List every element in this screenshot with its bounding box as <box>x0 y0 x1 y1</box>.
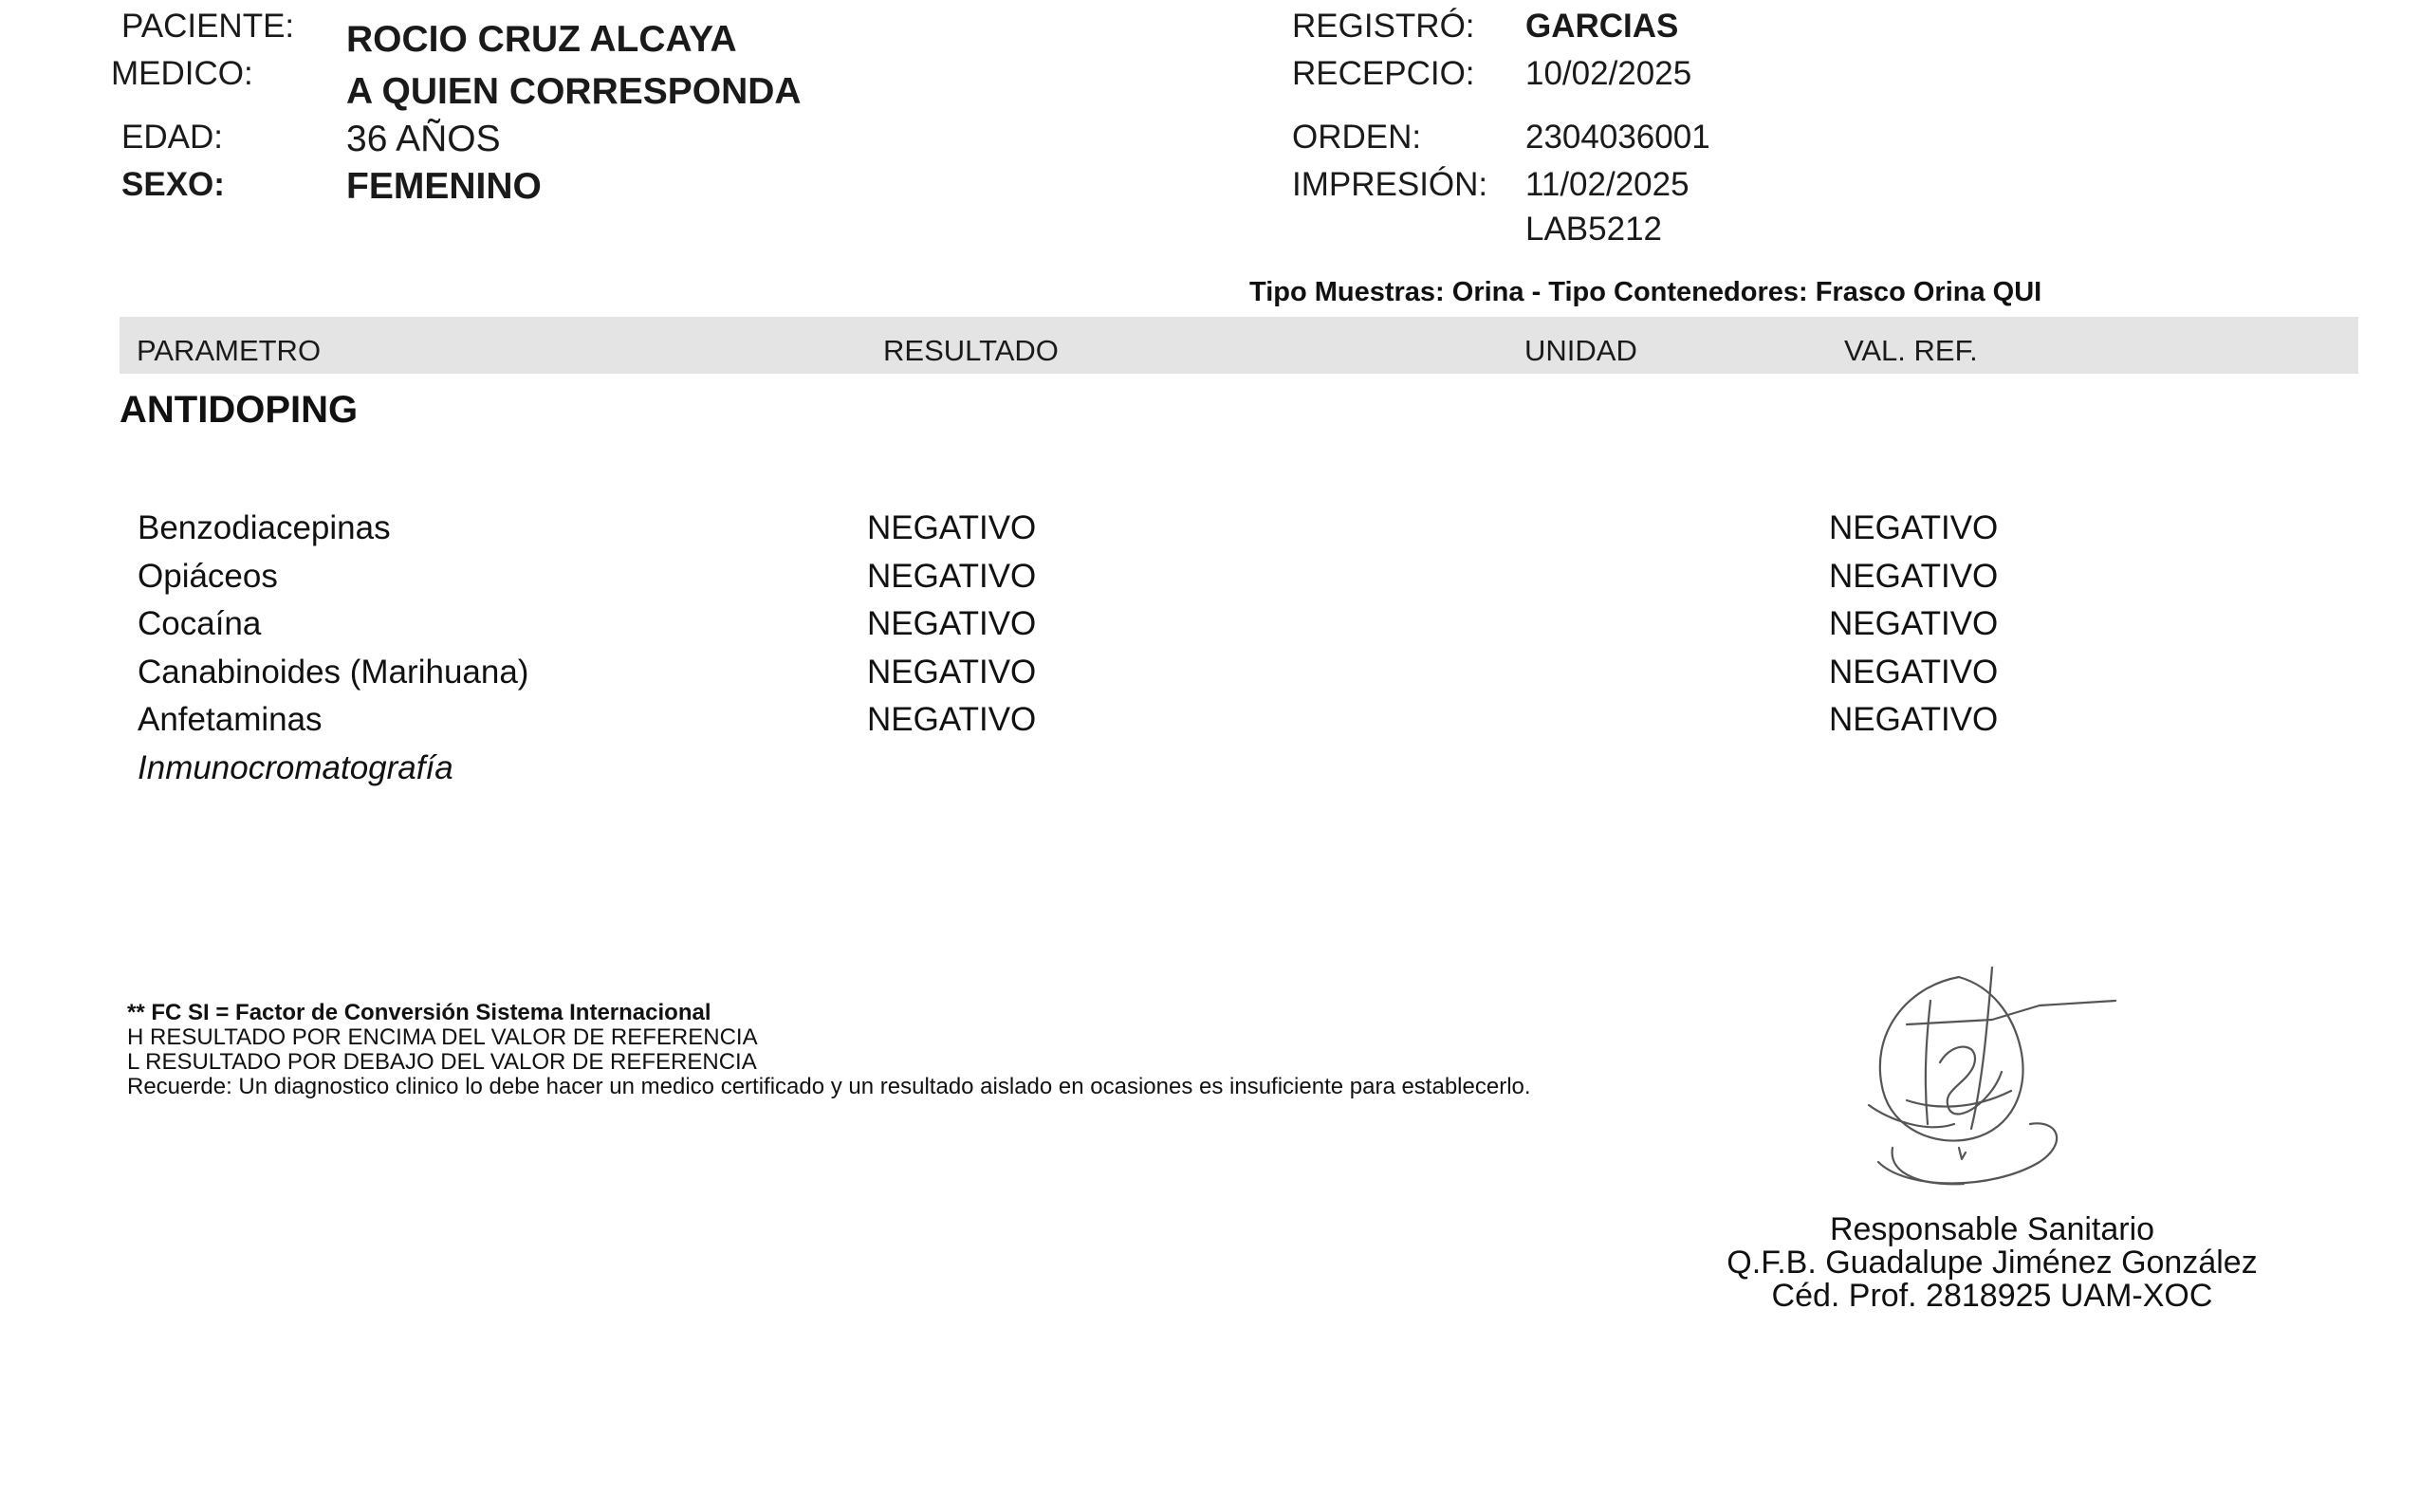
row-result: NEGATIVO <box>867 509 1037 546</box>
row-parameter: Opiáceos <box>138 558 278 595</box>
header-parametro: PARAMETRO <box>137 334 322 367</box>
row-parameter: Canabinoides (Marihuana) <box>138 654 529 691</box>
age-label: EDAD: <box>121 119 223 156</box>
sample-info: Tipo Muestras: Orina - Tipo Contenedores: Frasco Orina QUI <box>1249 277 2042 307</box>
doctor-label: MEDICO: <box>111 55 253 92</box>
sex-label: SEXO: <box>121 166 225 203</box>
section-title: ANTIDOPING <box>120 389 359 431</box>
row-parameter: Anfetaminas <box>138 701 323 738</box>
note-fc-si: ** FC SI = Factor de Conversión Sistema Internacional <box>127 1000 711 1025</box>
registered-by-label: REGISTRÓ: <box>1292 8 1475 45</box>
row-result: NEGATIVO <box>867 654 1037 691</box>
signature-image <box>1850 958 2134 1195</box>
row-reference: NEGATIVO <box>1829 701 1999 738</box>
print-date: 11/02/2025 <box>1525 166 1690 203</box>
row-parameter: Benzodiacepinas <box>138 509 391 546</box>
note-high: H RESULTADO POR ENCIMA DEL VALOR DE REFERENCIA <box>127 1024 758 1050</box>
table-header-bar <box>120 317 2358 374</box>
note-disclaimer: Recuerde: Un diagnostico clinico lo debe hacer un medico certificado y un resultado aislado en ocasiones es insuficiente para establecerlo. <box>127 1074 1531 1099</box>
patient-label: PACIENTE: <box>121 8 295 45</box>
note-low: L RESULTADO POR DEBAJO DEL VALOR DE REFERENCIA <box>127 1049 757 1075</box>
row-result: NEGATIVO <box>867 701 1037 738</box>
doctor-name: A QUIEN CORRESPONDA <box>346 71 802 112</box>
age-value: 36 AÑOS <box>346 119 501 159</box>
patient-name: ROCIO CRUZ ALCAYA <box>346 19 737 60</box>
method-note: Inmunocromatografía <box>138 749 453 786</box>
reception-date: 10/02/2025 <box>1525 55 1692 92</box>
row-reference: NEGATIVO <box>1829 509 1999 546</box>
header-val-ref: VAL. REF. <box>1844 334 1978 367</box>
row-parameter: Cocaína <box>138 605 262 642</box>
signature-license: Céd. Prof. 2818925 UAM-XOC <box>1771 1278 2213 1314</box>
reception-label: RECEPCIO: <box>1292 55 1475 92</box>
signature-title: Responsable Sanitario <box>1829 1211 2155 1247</box>
lab-code: LAB5212 <box>1525 211 1663 248</box>
row-result: NEGATIVO <box>867 605 1037 642</box>
sex-value: FEMENINO <box>346 166 542 207</box>
signature-name: Q.F.B. Guadalupe Jiménez González <box>1727 1245 2258 1281</box>
row-reference: NEGATIVO <box>1829 558 1999 595</box>
row-reference: NEGATIVO <box>1829 654 1999 691</box>
header-resultado: RESULTADO <box>883 334 1059 367</box>
row-reference: NEGATIVO <box>1829 605 1999 642</box>
header-unidad: UNIDAD <box>1524 334 1637 367</box>
row-result: NEGATIVO <box>867 558 1037 595</box>
order-label: ORDEN: <box>1292 119 1422 156</box>
order-number: 2304036001 <box>1525 119 1710 156</box>
print-label: IMPRESIÓN: <box>1292 166 1488 203</box>
registered-by-value: GARCIAS <box>1525 8 1679 45</box>
